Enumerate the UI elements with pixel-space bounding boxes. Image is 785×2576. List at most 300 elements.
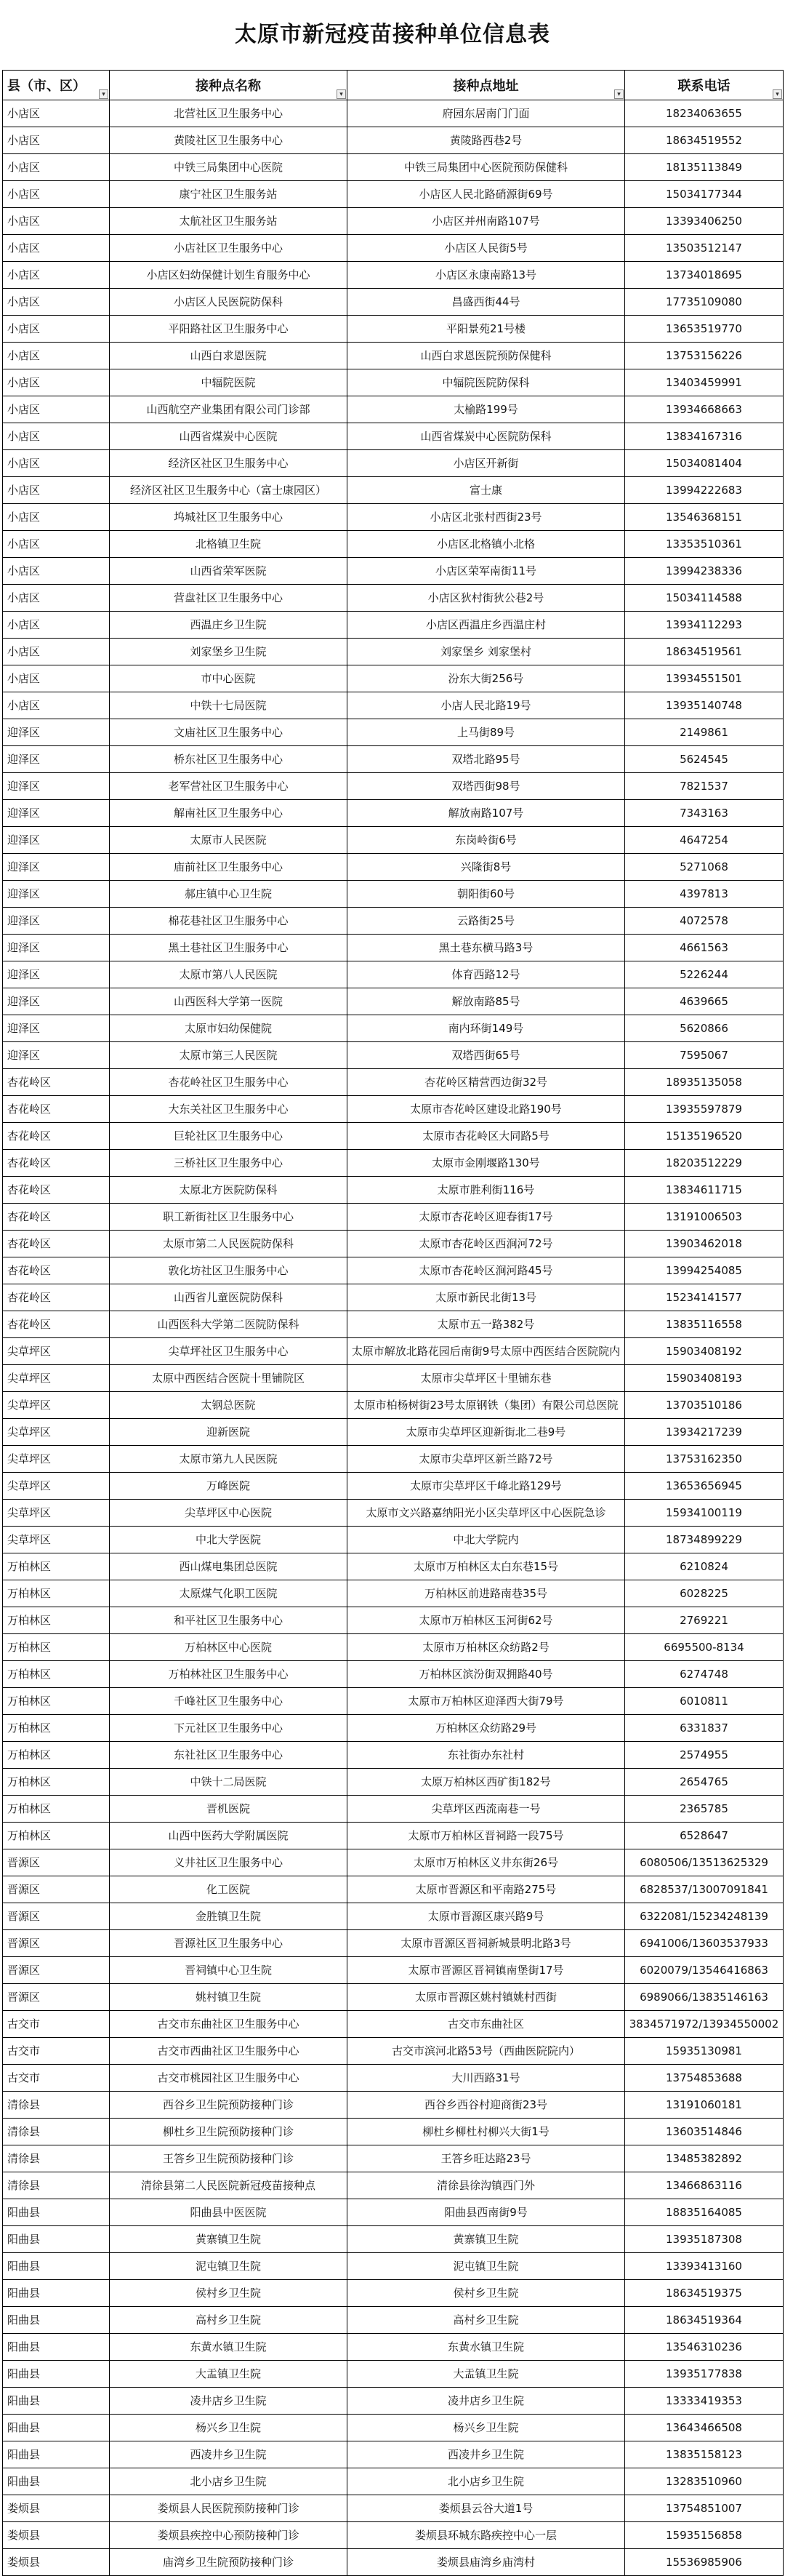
cell-site-address[interactable]: 小店区狄村街狄公巷2号	[347, 585, 625, 612]
cell-site-name[interactable]: 北营社区卫生服务中心	[110, 100, 347, 127]
cell-site-address[interactable]: 太原市晋源区和平南路275号	[347, 1876, 625, 1903]
cell-county[interactable]: 杏花岭区	[3, 1177, 110, 1204]
cell-phone[interactable]: 18634519552	[625, 127, 784, 154]
cell-site-name[interactable]: 康宁社区卫生服务站	[110, 181, 347, 208]
cell-phone[interactable]: 7821537	[625, 773, 784, 800]
cell-site-name[interactable]: 太原市第八人民医院	[110, 961, 347, 988]
cell-site-address[interactable]: 太原市杏花岭区大同路5号	[347, 1123, 625, 1150]
cell-phone[interactable]: 15034081404	[625, 450, 784, 477]
cell-county[interactable]: 晋源区	[3, 1903, 110, 1930]
cell-county[interactable]: 阳曲县	[3, 2280, 110, 2307]
cell-county[interactable]: 迎泽区	[3, 1042, 110, 1069]
cell-phone[interactable]: 18135113849	[625, 154, 784, 181]
cell-phone[interactable]: 6210824	[625, 1553, 784, 1580]
cell-county[interactable]: 万柏林区	[3, 1634, 110, 1661]
cell-county[interactable]: 清徐县	[3, 2172, 110, 2199]
cell-county[interactable]: 阳曲县	[3, 2199, 110, 2226]
cell-site-name[interactable]: 杨兴乡卫生院	[110, 2415, 347, 2441]
cell-phone[interactable]: 5624545	[625, 746, 784, 773]
cell-county[interactable]: 阳曲县	[3, 2226, 110, 2253]
cell-site-address[interactable]: 西凌井乡卫生院	[347, 2441, 625, 2468]
cell-phone[interactable]: 18203512229	[625, 1150, 784, 1177]
cell-site-address[interactable]: 杏花岭区精营西边街32号	[347, 1069, 625, 1096]
cell-county[interactable]: 万柏林区	[3, 1580, 110, 1607]
cell-phone[interactable]: 6941006/13603537933	[625, 1930, 784, 1957]
cell-site-name[interactable]: 万峰医院	[110, 1473, 347, 1500]
cell-site-address[interactable]: 小店区开新街	[347, 450, 625, 477]
cell-site-name[interactable]: 尖草坪区中心医院	[110, 1500, 347, 1527]
cell-site-address[interactable]: 娄烦县环城东路疾控中心一层	[347, 2522, 625, 2549]
cell-site-name[interactable]: 中铁十二局医院	[110, 1769, 347, 1796]
cell-county[interactable]: 阳曲县	[3, 2388, 110, 2415]
cell-site-name[interactable]: 晋祠镇中心卫生院	[110, 1957, 347, 1984]
cell-county[interactable]: 尖草坪区	[3, 1527, 110, 1553]
cell-county[interactable]: 万柏林区	[3, 1823, 110, 1849]
cell-county[interactable]: 尖草坪区	[3, 1419, 110, 1446]
cell-site-address[interactable]: 清徐县徐沟镇西门外	[347, 2172, 625, 2199]
cell-county[interactable]: 杏花岭区	[3, 1231, 110, 1257]
cell-site-name[interactable]: 中铁十七局医院	[110, 692, 347, 719]
cell-county[interactable]: 万柏林区	[3, 1796, 110, 1823]
filter-dropdown-icon[interactable]: ▾	[773, 89, 782, 99]
cell-site-name[interactable]: 迎新医院	[110, 1419, 347, 1446]
cell-phone[interactable]: 18234063655	[625, 100, 784, 127]
cell-site-name[interactable]: 太原市妇幼保健院	[110, 1015, 347, 1042]
cell-site-address[interactable]: 双塔西街98号	[347, 773, 625, 800]
cell-phone[interactable]: 4639665	[625, 988, 784, 1015]
cell-site-address[interactable]: 黄陵路西巷2号	[347, 127, 625, 154]
cell-site-name[interactable]: 大东关社区卫生服务中心	[110, 1096, 347, 1123]
cell-site-name[interactable]: 敦化坊社区卫生服务中心	[110, 1257, 347, 1284]
cell-county[interactable]: 迎泽区	[3, 746, 110, 773]
cell-phone[interactable]: 13466863116	[625, 2172, 784, 2199]
cell-site-address[interactable]: 万柏林区滨汾街双拥路40号	[347, 1661, 625, 1688]
cell-site-name[interactable]: 下元社区卫生服务中心	[110, 1715, 347, 1742]
cell-county[interactable]: 尖草坪区	[3, 1338, 110, 1365]
cell-county[interactable]: 娄烦县	[3, 2495, 110, 2522]
cell-county[interactable]: 古交市	[3, 2038, 110, 2065]
cell-county[interactable]: 小店区	[3, 396, 110, 423]
cell-site-address[interactable]: 万柏林区前进路南巷35号	[347, 1580, 625, 1607]
cell-county[interactable]: 迎泽区	[3, 827, 110, 854]
cell-site-address[interactable]: 太原市五一路382号	[347, 1311, 625, 1338]
cell-site-address[interactable]: 太原市晋源区晋祠新城景明北路3号	[347, 1930, 625, 1957]
cell-site-name[interactable]: 小店区妇幼保健计划生育服务中心	[110, 262, 347, 289]
cell-site-name[interactable]: 山西省儿童医院防保科	[110, 1284, 347, 1311]
cell-phone[interactable]: 13834611715	[625, 1177, 784, 1204]
cell-phone[interactable]: 13353510361	[625, 531, 784, 558]
cell-site-address[interactable]: 太原市万柏林区玉河街62号	[347, 1607, 625, 1634]
cell-site-name[interactable]: 山西省荣军医院	[110, 558, 347, 585]
cell-county[interactable]: 万柏林区	[3, 1553, 110, 1580]
cell-phone[interactable]: 13754851007	[625, 2495, 784, 2522]
cell-phone[interactable]: 2769221	[625, 1607, 784, 1634]
cell-county[interactable]: 晋源区	[3, 1957, 110, 1984]
cell-phone[interactable]: 6528647	[625, 1823, 784, 1849]
cell-site-address[interactable]: 体育西路12号	[347, 961, 625, 988]
cell-county[interactable]: 小店区	[3, 585, 110, 612]
cell-county[interactable]: 杏花岭区	[3, 1204, 110, 1231]
cell-site-name[interactable]: 太原市人民医院	[110, 827, 347, 854]
cell-site-name[interactable]: 郝庄镇中心卫生院	[110, 881, 347, 908]
cell-site-name[interactable]: 晋机医院	[110, 1796, 347, 1823]
cell-phone[interactable]: 15034114588	[625, 585, 784, 612]
cell-site-name[interactable]: 庙湾乡卫生院预防接种门诊	[110, 2549, 347, 2576]
cell-county[interactable]: 阳曲县	[3, 2441, 110, 2468]
cell-site-address[interactable]: 解放南路107号	[347, 800, 625, 827]
cell-site-address[interactable]: 小店区荣军南街11号	[347, 558, 625, 585]
cell-county[interactable]: 小店区	[3, 127, 110, 154]
cell-site-name[interactable]: 北小店乡卫生院	[110, 2468, 347, 2495]
cell-phone[interactable]: 13835158123	[625, 2441, 784, 2468]
cell-phone[interactable]: 13934668663	[625, 396, 784, 423]
cell-site-name[interactable]: 泥屯镇卫生院	[110, 2253, 347, 2280]
cell-county[interactable]: 娄烦县	[3, 2522, 110, 2549]
cell-phone[interactable]: 6080506/13513625329	[625, 1849, 784, 1876]
cell-phone[interactable]: 13994222683	[625, 477, 784, 504]
cell-county[interactable]: 晋源区	[3, 1984, 110, 2011]
cell-site-address[interactable]: 双塔北路95号	[347, 746, 625, 773]
cell-site-name[interactable]: 王答乡卫生院预防接种门诊	[110, 2145, 347, 2172]
cell-site-name[interactable]: 中辐院医院	[110, 369, 347, 396]
cell-phone[interactable]: 13703510186	[625, 1392, 784, 1419]
cell-site-address[interactable]: 太原市万柏林区迎泽西大街79号	[347, 1688, 625, 1715]
cell-county[interactable]: 迎泽区	[3, 773, 110, 800]
cell-phone[interactable]: 6020079/13546416863	[625, 1957, 784, 1984]
cell-site-name[interactable]: 东黄水镇卫生院	[110, 2334, 347, 2361]
cell-phone[interactable]: 4397813	[625, 881, 784, 908]
cell-site-address[interactable]: 太原市胜利街116号	[347, 1177, 625, 1204]
cell-site-name[interactable]: 太原煤气化职工医院	[110, 1580, 347, 1607]
cell-site-name[interactable]: 太原市第九人民医院	[110, 1446, 347, 1473]
cell-site-name[interactable]: 三桥社区卫生服务中心	[110, 1150, 347, 1177]
cell-phone[interactable]: 13653656945	[625, 1473, 784, 1500]
cell-site-address[interactable]: 娄烦县庙湾乡庙湾村	[347, 2549, 625, 2576]
cell-phone[interactable]: 2654765	[625, 1769, 784, 1796]
cell-site-name[interactable]: 娄烦县人民医院预防接种门诊	[110, 2495, 347, 2522]
cell-phone[interactable]: 13934551501	[625, 665, 784, 692]
cell-site-address[interactable]: 大川西路31号	[347, 2065, 625, 2092]
cell-phone[interactable]: 13503512147	[625, 235, 784, 262]
cell-site-address[interactable]: 刘家堡乡 刘家堡村	[347, 639, 625, 665]
cell-county[interactable]: 古交市	[3, 2065, 110, 2092]
cell-county[interactable]: 小店区	[3, 235, 110, 262]
cell-site-address[interactable]: 府园东居南门门面	[347, 100, 625, 127]
cell-county[interactable]: 尖草坪区	[3, 1365, 110, 1392]
cell-site-address[interactable]: 中辐院医院防保科	[347, 369, 625, 396]
cell-county[interactable]: 小店区	[3, 692, 110, 719]
cell-site-name[interactable]: 太航社区卫生服务站	[110, 208, 347, 235]
cell-county[interactable]: 杏花岭区	[3, 1284, 110, 1311]
cell-phone[interactable]: 13935187308	[625, 2226, 784, 2253]
cell-site-address[interactable]: 山西白求恩医院预防保健科	[347, 343, 625, 369]
cell-site-address[interactable]: 太原市万柏林区晋祠路一段75号	[347, 1823, 625, 1849]
cell-phone[interactable]: 15903408192	[625, 1338, 784, 1365]
cell-site-name[interactable]: 市中心医院	[110, 665, 347, 692]
cell-site-address[interactable]: 太原市解放北路花园后南街9号太原中西医结合医院院内	[347, 1338, 625, 1365]
cell-site-name[interactable]: 尖草坪社区卫生服务中心	[110, 1338, 347, 1365]
cell-phone[interactable]: 5620866	[625, 1015, 784, 1042]
cell-phone[interactable]: 4661563	[625, 935, 784, 961]
cell-phone[interactable]: 13485382892	[625, 2145, 784, 2172]
cell-county[interactable]: 小店区	[3, 369, 110, 396]
cell-phone[interactable]: 7595067	[625, 1042, 784, 1069]
cell-site-name[interactable]: 千峰社区卫生服务中心	[110, 1688, 347, 1715]
cell-site-name[interactable]: 太原北方医院防保科	[110, 1177, 347, 1204]
cell-site-name[interactable]: 清徐县第二人民医院新冠疫苗接种点	[110, 2172, 347, 2199]
filter-dropdown-icon[interactable]: ▾	[99, 89, 108, 99]
cell-county[interactable]: 阳曲县	[3, 2334, 110, 2361]
cell-phone[interactable]: 18835164085	[625, 2199, 784, 2226]
cell-county[interactable]: 娄烦县	[3, 2549, 110, 2576]
cell-county[interactable]: 万柏林区	[3, 1607, 110, 1634]
cell-phone[interactable]: 13734018695	[625, 262, 784, 289]
cell-county[interactable]: 万柏林区	[3, 1742, 110, 1769]
cell-phone[interactable]: 15135196520	[625, 1123, 784, 1150]
cell-site-address[interactable]: 双塔西街65号	[347, 1042, 625, 1069]
cell-county[interactable]: 迎泽区	[3, 961, 110, 988]
cell-site-address[interactable]: 太原市晋源区康兴路9号	[347, 1903, 625, 1930]
cell-county[interactable]: 小店区	[3, 423, 110, 450]
cell-phone[interactable]: 18634519364	[625, 2307, 784, 2334]
cell-phone[interactable]: 13934112293	[625, 612, 784, 639]
cell-site-address[interactable]: 太榆路199号	[347, 396, 625, 423]
cell-county[interactable]: 杏花岭区	[3, 1096, 110, 1123]
cell-phone[interactable]: 15935130981	[625, 2038, 784, 2065]
cell-site-address[interactable]: 小店区人民街5号	[347, 235, 625, 262]
cell-site-address[interactable]: 南内环街149号	[347, 1015, 625, 1042]
cell-site-address[interactable]: 高村乡卫生院	[347, 2307, 625, 2334]
cell-site-address[interactable]: 尖草坪区西流南巷一号	[347, 1796, 625, 1823]
cell-site-name[interactable]: 山西医科大学第二医院防保科	[110, 1311, 347, 1338]
cell-phone[interactable]: 6274748	[625, 1661, 784, 1688]
cell-site-address[interactable]: 小店区北格镇小北格	[347, 531, 625, 558]
cell-phone[interactable]: 15934100119	[625, 1500, 784, 1527]
cell-phone[interactable]: 13934217239	[625, 1419, 784, 1446]
cell-phone[interactable]: 17735109080	[625, 289, 784, 316]
cell-county[interactable]: 晋源区	[3, 1849, 110, 1876]
cell-county[interactable]: 杏花岭区	[3, 1069, 110, 1096]
cell-site-address[interactable]: 解放南路85号	[347, 988, 625, 1015]
cell-site-address[interactable]: 万柏林区众纺路29号	[347, 1715, 625, 1742]
cell-county[interactable]: 清徐县	[3, 2092, 110, 2119]
cell-county[interactable]: 万柏林区	[3, 1769, 110, 1796]
cell-site-address[interactable]: 朝阳街60号	[347, 881, 625, 908]
cell-county[interactable]: 小店区	[3, 665, 110, 692]
cell-site-name[interactable]: 中北大学医院	[110, 1527, 347, 1553]
cell-phone[interactable]: 15536985906	[625, 2549, 784, 2576]
cell-county[interactable]: 小店区	[3, 504, 110, 531]
cell-site-address[interactable]: 小店人民北路19号	[347, 692, 625, 719]
cell-site-name[interactable]: 中铁三局集团中心医院	[110, 154, 347, 181]
cell-county[interactable]: 迎泽区	[3, 719, 110, 746]
cell-phone[interactable]: 4072578	[625, 908, 784, 935]
cell-site-name[interactable]: 平阳路社区卫生服务中心	[110, 316, 347, 343]
cell-site-address[interactable]: 柳杜乡柳杜村柳兴大街1号	[347, 2119, 625, 2145]
cell-site-name[interactable]: 刘家堡乡卫生院	[110, 639, 347, 665]
cell-phone[interactable]: 5271068	[625, 854, 784, 881]
cell-phone[interactable]: 13546310236	[625, 2334, 784, 2361]
cell-county[interactable]: 杏花岭区	[3, 1150, 110, 1177]
cell-county[interactable]: 迎泽区	[3, 908, 110, 935]
cell-county[interactable]: 古交市	[3, 2011, 110, 2038]
cell-phone[interactable]: 13835116558	[625, 1311, 784, 1338]
cell-site-name[interactable]: 北格镇卫生院	[110, 531, 347, 558]
cell-site-name[interactable]: 山西省煤炭中心医院	[110, 423, 347, 450]
cell-county[interactable]: 小店区	[3, 154, 110, 181]
cell-site-name[interactable]: 姚村镇卫生院	[110, 1984, 347, 2011]
cell-county[interactable]: 小店区	[3, 100, 110, 127]
cell-site-address[interactable]: 中北大学院内	[347, 1527, 625, 1553]
cell-site-address[interactable]: 凌井店乡卫生院	[347, 2388, 625, 2415]
cell-site-address[interactable]: 阳曲县西南街9号	[347, 2199, 625, 2226]
cell-site-name[interactable]: 庙前社区卫生服务中心	[110, 854, 347, 881]
cell-site-name[interactable]: 西谷乡卫生院预防接种门诊	[110, 2092, 347, 2119]
cell-county[interactable]: 小店区	[3, 477, 110, 504]
cell-site-name[interactable]: 棉花巷社区卫生服务中心	[110, 908, 347, 935]
filter-dropdown-icon[interactable]: ▾	[614, 89, 624, 99]
cell-site-address[interactable]: 小店区北张村西街23号	[347, 504, 625, 531]
cell-site-address[interactable]: 汾东大街256号	[347, 665, 625, 692]
cell-phone[interactable]: 6010811	[625, 1688, 784, 1715]
cell-site-address[interactable]: 太原市尖草坪区迎新街北二巷9号	[347, 1419, 625, 1446]
cell-site-address[interactable]: 古交市东曲社区	[347, 2011, 625, 2038]
cell-phone[interactable]: 13643466508	[625, 2415, 784, 2441]
cell-county[interactable]: 尖草坪区	[3, 1500, 110, 1527]
cell-phone[interactable]: 2365785	[625, 1796, 784, 1823]
cell-site-address[interactable]: 北小店乡卫生院	[347, 2468, 625, 2495]
cell-site-address[interactable]: 太原市柏杨树街23号太原钢铁（集团）有限公司总医院	[347, 1392, 625, 1419]
cell-site-name[interactable]: 古交市西曲社区卫生服务中心	[110, 2038, 347, 2065]
cell-county[interactable]: 迎泽区	[3, 800, 110, 827]
cell-phone[interactable]: 7343163	[625, 800, 784, 827]
cell-site-name[interactable]: 大盂镇卫生院	[110, 2361, 347, 2388]
cell-site-address[interactable]: 东黄水镇卫生院	[347, 2334, 625, 2361]
cell-site-address[interactable]: 黑土巷东横马路3号	[347, 935, 625, 961]
cell-phone[interactable]: 13935177838	[625, 2361, 784, 2388]
cell-site-name[interactable]: 古交市东曲社区卫生服务中心	[110, 2011, 347, 2038]
cell-county[interactable]: 小店区	[3, 343, 110, 369]
cell-phone[interactable]: 13191060181	[625, 2092, 784, 2119]
cell-phone[interactable]: 3834571972/13934550002	[625, 2011, 784, 2038]
cell-site-name[interactable]: 娄烦县疾控中心预防接种门诊	[110, 2522, 347, 2549]
cell-phone[interactable]: 15234141577	[625, 1284, 784, 1311]
cell-site-name[interactable]: 太钢总医院	[110, 1392, 347, 1419]
cell-site-address[interactable]: 太原市杏花岭区西涧河72号	[347, 1231, 625, 1257]
cell-phone[interactable]: 13603514846	[625, 2119, 784, 2145]
cell-phone[interactable]: 4647254	[625, 827, 784, 854]
cell-site-name[interactable]: 山西中医药大学附属医院	[110, 1823, 347, 1849]
cell-site-name[interactable]: 高村乡卫生院	[110, 2307, 347, 2334]
cell-phone[interactable]: 2149861	[625, 719, 784, 746]
cell-site-address[interactable]: 太原市新民北街13号	[347, 1284, 625, 1311]
cell-site-name[interactable]: 山西医科大学第一医院	[110, 988, 347, 1015]
cell-site-address[interactable]: 小店区人民北路硝源街69号	[347, 181, 625, 208]
cell-county[interactable]: 杏花岭区	[3, 1311, 110, 1338]
cell-phone[interactable]: 13834167316	[625, 423, 784, 450]
cell-site-name[interactable]: 凌井店乡卫生院	[110, 2388, 347, 2415]
cell-county[interactable]: 杏花岭区	[3, 1123, 110, 1150]
cell-phone[interactable]: 13403459991	[625, 369, 784, 396]
cell-site-address[interactable]: 太原市晋源区晋祠镇南堡街17号	[347, 1957, 625, 1984]
cell-site-name[interactable]: 山西航空产业集团有限公司门诊部	[110, 396, 347, 423]
cell-county[interactable]: 万柏林区	[3, 1688, 110, 1715]
cell-phone[interactable]: 18634519375	[625, 2280, 784, 2307]
cell-county[interactable]: 小店区	[3, 262, 110, 289]
cell-site-name[interactable]: 东社社区卫生服务中心	[110, 1742, 347, 1769]
cell-phone[interactable]: 15903408193	[625, 1365, 784, 1392]
cell-site-address[interactable]: 东岗岭街6号	[347, 827, 625, 854]
cell-site-name[interactable]: 黄陵社区卫生服务中心	[110, 127, 347, 154]
cell-phone[interactable]: 13393406250	[625, 208, 784, 235]
filter-dropdown-icon[interactable]: ▾	[337, 89, 346, 99]
cell-site-address[interactable]: 富士康	[347, 477, 625, 504]
cell-phone[interactable]: 15935156858	[625, 2522, 784, 2549]
cell-site-address[interactable]: 昌盛西街44号	[347, 289, 625, 316]
cell-phone[interactable]: 5226244	[625, 961, 784, 988]
cell-site-address[interactable]: 中铁三局集团中心医院预防保健科	[347, 154, 625, 181]
cell-site-name[interactable]: 万柏林区中心医院	[110, 1634, 347, 1661]
cell-phone[interactable]: 6828537/13007091841	[625, 1876, 784, 1903]
cell-site-address[interactable]: 太原市尖草坪区千峰北路129号	[347, 1473, 625, 1500]
cell-site-address[interactable]: 侯村乡卫生院	[347, 2280, 625, 2307]
cell-county[interactable]: 阳曲县	[3, 2361, 110, 2388]
cell-site-name[interactable]: 老军营社区卫生服务中心	[110, 773, 347, 800]
cell-county[interactable]: 小店区	[3, 612, 110, 639]
cell-county[interactable]: 万柏林区	[3, 1715, 110, 1742]
cell-county[interactable]: 尖草坪区	[3, 1446, 110, 1473]
cell-site-name[interactable]: 小店社区卫生服务中心	[110, 235, 347, 262]
cell-phone[interactable]: 13753162350	[625, 1446, 784, 1473]
cell-site-address[interactable]: 上马街89号	[347, 719, 625, 746]
cell-site-name[interactable]: 坞城社区卫生服务中心	[110, 504, 347, 531]
cell-phone[interactable]: 6989066/13835146163	[625, 1984, 784, 2011]
cell-site-name[interactable]: 文庙社区卫生服务中心	[110, 719, 347, 746]
cell-site-address[interactable]: 小店区永康南路13号	[347, 262, 625, 289]
cell-county[interactable]: 杏花岭区	[3, 1257, 110, 1284]
cell-county[interactable]: 尖草坪区	[3, 1473, 110, 1500]
cell-site-name[interactable]: 太原市第三人民医院	[110, 1042, 347, 1069]
cell-site-address[interactable]: 太原市万柏林区众纺路2号	[347, 1634, 625, 1661]
cell-site-address[interactable]: 东社街办东社村	[347, 1742, 625, 1769]
cell-site-name[interactable]: 职工新街社区卫生服务中心	[110, 1204, 347, 1231]
cell-county[interactable]: 小店区	[3, 531, 110, 558]
cell-site-address[interactable]: 太原市杏花岭区涧河路45号	[347, 1257, 625, 1284]
cell-phone[interactable]: 13393413160	[625, 2253, 784, 2280]
cell-site-name[interactable]: 营盘社区卫生服务中心	[110, 585, 347, 612]
cell-county[interactable]: 清徐县	[3, 2119, 110, 2145]
cell-site-address[interactable]: 云路街25号	[347, 908, 625, 935]
cell-phone[interactable]: 6322081/15234248139	[625, 1903, 784, 1930]
cell-phone[interactable]: 13935597879	[625, 1096, 784, 1123]
cell-site-name[interactable]: 柳杜乡卫生院预防接种门诊	[110, 2119, 347, 2145]
cell-site-address[interactable]: 太原市晋源区姚村镇姚村西街	[347, 1984, 625, 2011]
cell-site-name[interactable]: 义井社区卫生服务中心	[110, 1849, 347, 1876]
cell-site-name[interactable]: 金胜镇卫生院	[110, 1903, 347, 1930]
cell-site-name[interactable]: 西温庄乡卫生院	[110, 612, 347, 639]
cell-county[interactable]: 小店区	[3, 558, 110, 585]
cell-site-address[interactable]: 大盂镇卫生院	[347, 2361, 625, 2388]
cell-county[interactable]: 尖草坪区	[3, 1392, 110, 1419]
cell-site-address[interactable]: 杨兴乡卫生院	[347, 2415, 625, 2441]
cell-phone[interactable]: 13546368151	[625, 504, 784, 531]
cell-county[interactable]: 迎泽区	[3, 1015, 110, 1042]
cell-site-address[interactable]: 兴隆街8号	[347, 854, 625, 881]
cell-county[interactable]: 小店区	[3, 639, 110, 665]
cell-phone[interactable]: 13653519770	[625, 316, 784, 343]
cell-site-address[interactable]: 平阳景苑21号楼	[347, 316, 625, 343]
cell-site-address[interactable]: 西谷乡西谷村迎商街23号	[347, 2092, 625, 2119]
